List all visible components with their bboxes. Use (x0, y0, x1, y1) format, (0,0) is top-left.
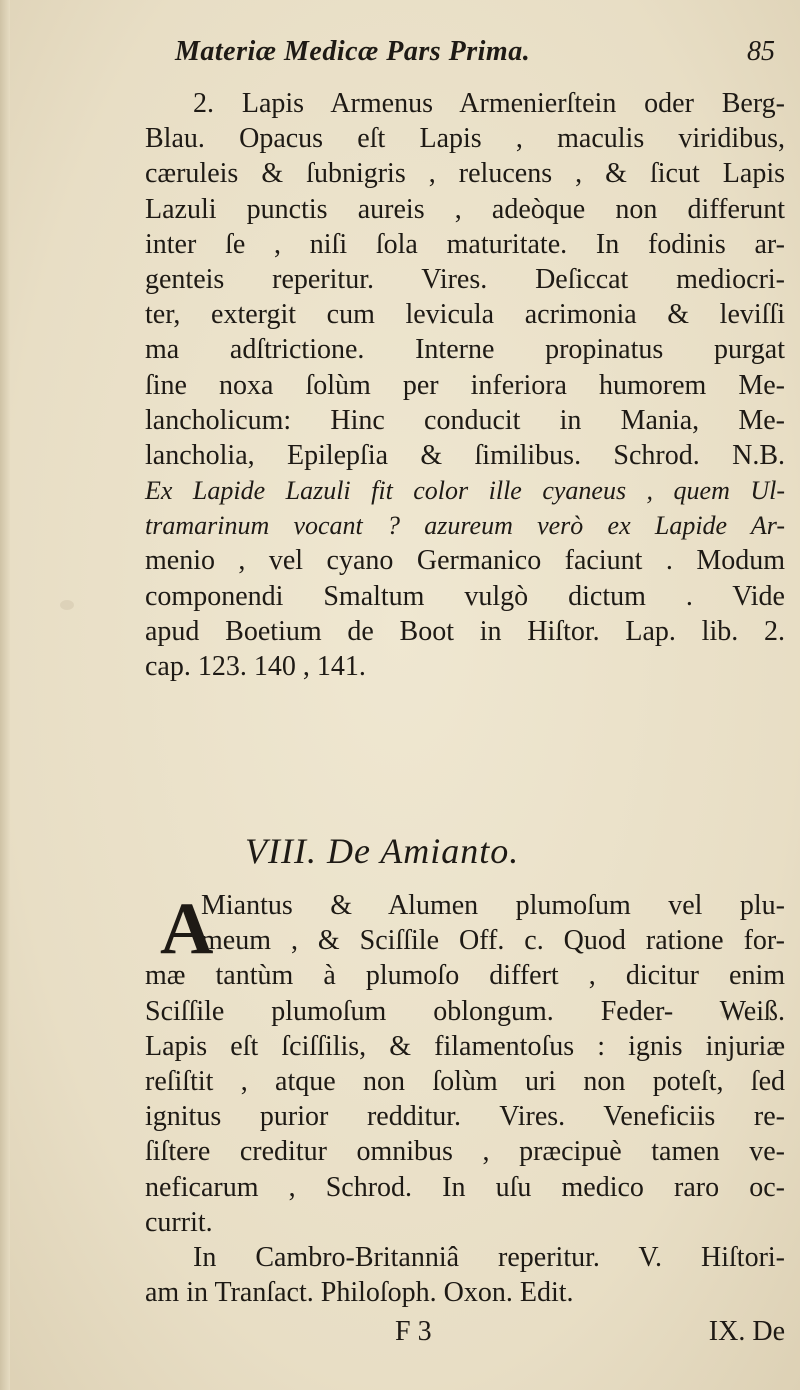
text-line: ſine noxa ſolùm per inferiora humorem Me- (145, 369, 785, 401)
text-line: genteis reperitur. Vires. Deſiccat mediocri- (145, 263, 785, 295)
text-line: ma adſtrictione. Interne propinatus purgat (145, 334, 785, 366)
page-number: 85 (747, 36, 775, 67)
catchword: IX. De (708, 1316, 785, 1347)
text-line: Ex Lapide Lazuli fit color ille cyaneus , quem Ul- (145, 476, 785, 506)
text-line: componendi Smaltum vulgò dictum . Vide (145, 580, 785, 612)
text-line: mæ tantùm à plumoſo differt , dicitur enim (145, 960, 785, 992)
text-line: currit. (145, 1206, 213, 1238)
text-line: lancholicum: Hinc conducit in Mania, Me- (145, 404, 785, 436)
section-heading: VIII. De Amianto. (245, 831, 520, 871)
text-line: In Cambro-Britanniâ reperitur. V. Hiſtori- (193, 1241, 785, 1273)
text-line: lancholia, Epilepſia & ſimilibus. Schrod. N.B. (145, 439, 785, 471)
signature-mark: F 3 (395, 1316, 432, 1347)
text-line: tramarinum vocant ? azureum verò ex Lapide Ar- (145, 511, 785, 541)
lapis-armenus-paragraph (145, 86, 785, 684)
text-line: meum , & Sciſſile Off. c. Quod ratione for- (201, 925, 785, 957)
text-line: apud Boetium de Boot in Hiſtor. Lap. lib. 2. (145, 615, 785, 647)
text-line: 2. Lapis Armenus Armenierſtein oder Berg- (193, 88, 785, 119)
text-line: neficarum , Schrod. In uſu medico raro oc- (145, 1171, 785, 1203)
text-line: reſiſtit , atque non ſolùm uri non poteſt, ſed (145, 1065, 785, 1097)
text-line: ſiſtere creditur omnibus , præcipuè tamen ve- (145, 1136, 785, 1168)
page-edge (0, 0, 10, 1390)
page-footer (145, 1316, 785, 1356)
text-line: ter, extergit cum levicula acrimonia & leviſſi (145, 299, 785, 331)
text-line: ignitus purior redditur. Vires. Veneficiis re- (145, 1101, 785, 1133)
text-line: cæruleis & ſubnigris , relucens , & ſicut Lapis (145, 158, 785, 190)
amiantus-paragraph (145, 888, 785, 1310)
text-line: cap. 123. 140 , 141. (145, 651, 366, 682)
text-line: am in Tranſact. Philoſoph. Oxon. Edit. (145, 1277, 574, 1309)
text-line: Lapis eſt ſciſſilis, & filamentoſus : ignis injuriæ (145, 1030, 785, 1062)
text-line: Blau. Opacus eſt Lapis , maculis viridibus, (145, 123, 785, 155)
running-title: Materiæ Medicæ Pars Prima. (175, 36, 531, 67)
running-head (175, 36, 775, 70)
text-line: Miantus & Alumen plumoſum vel plu- (201, 890, 785, 921)
paper-stain (60, 600, 74, 610)
text-line: inter ſe , niſi ſola maturitate. In fodinis ar- (145, 228, 785, 260)
text-line: Lazuli punctis aureis , adeòque non differunt (145, 193, 785, 225)
text-line: menio , vel cyano Germanico faciunt . Modum (145, 545, 785, 577)
text-line: Sciſſile plumoſum oblongum. Feder- Weiß. (145, 995, 785, 1027)
drop-cap: A (160, 888, 214, 970)
